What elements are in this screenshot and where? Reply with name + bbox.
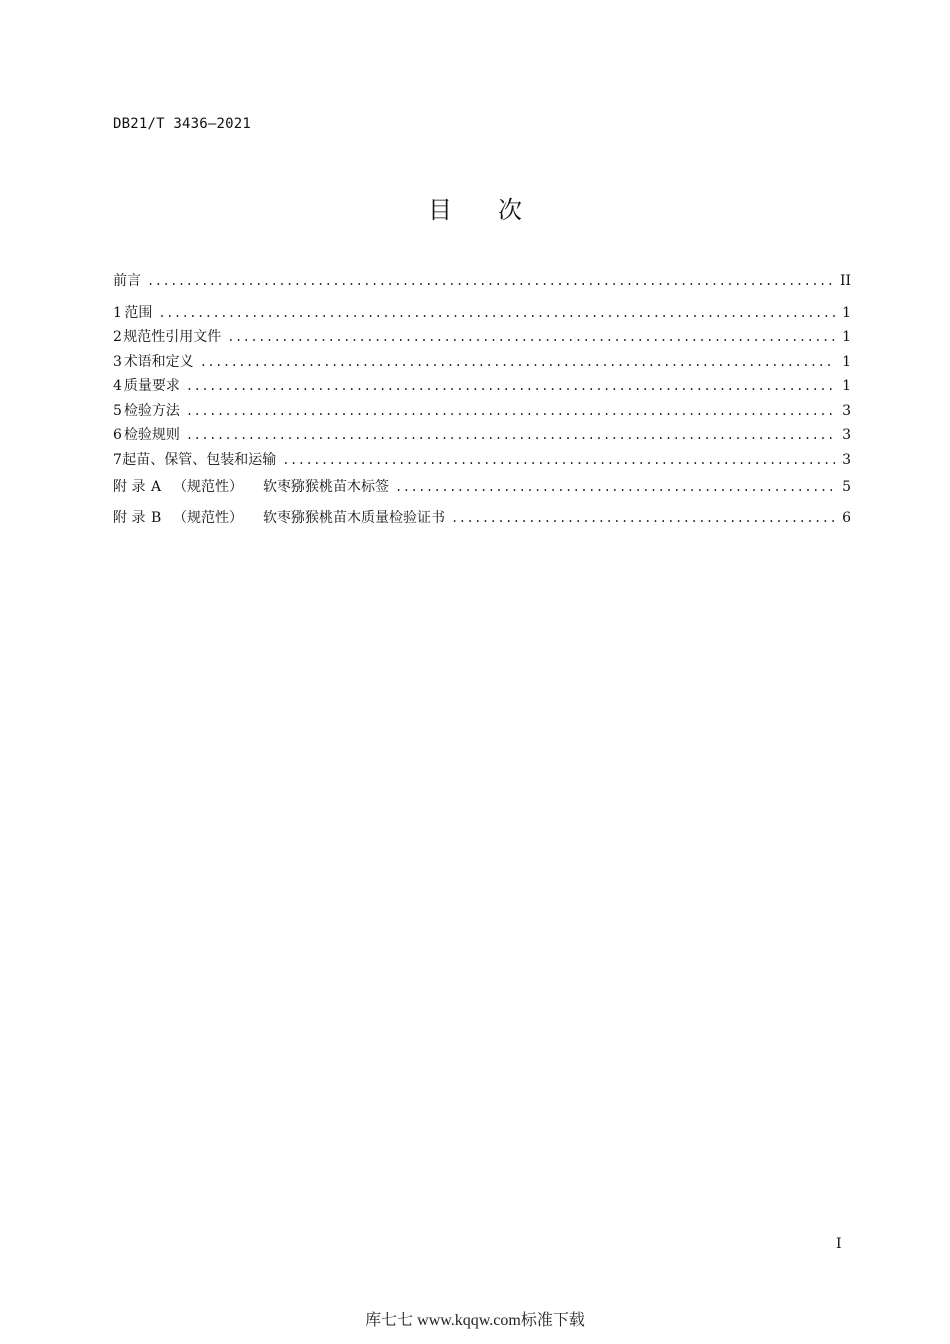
toc-entry-annex-a[interactable] (113, 472, 851, 503)
toc-leader-dots (451, 503, 835, 534)
toc-entry-page: 1 (842, 353, 851, 370)
page-title (0, 190, 950, 225)
toc-entry-label: 质量要求 (123, 378, 180, 394)
toc-entry-number: 2 (113, 329, 122, 345)
toc-entry-label: 前言 (113, 273, 141, 289)
toc-entry-page: II (839, 273, 851, 289)
toc-leader-dots (158, 301, 835, 326)
toc-entry-5[interactable] (113, 399, 851, 424)
toc-entry-3[interactable] (113, 350, 851, 375)
toc-entry-6[interactable] (113, 423, 851, 448)
toc-entry-label: 术语和定义 (123, 353, 194, 370)
toc-leader-dots (395, 472, 835, 503)
toc-leader-dots (186, 399, 835, 424)
document-code: DB21/T 3436—2021 (113, 116, 252, 132)
title-char-1: 目 (428, 196, 452, 224)
toc-entry-page: 1 (842, 378, 851, 394)
toc-entry-7[interactable] (113, 448, 851, 473)
toc-entry-page: 3 (842, 402, 851, 419)
toc-entry-annex-b[interactable] (113, 503, 851, 534)
toc-entry-1[interactable] (113, 301, 851, 326)
toc-entry-number: 5 (113, 402, 122, 419)
page-number: I (836, 1236, 842, 1252)
toc-entry-page: 3 (842, 427, 851, 443)
annex-prefix (113, 503, 261, 534)
toc-entry-page: 1 (842, 304, 851, 321)
toc-entry-4[interactable] (113, 374, 851, 399)
toc-leader-dots (282, 448, 835, 473)
toc-entry-page: 3 (842, 451, 851, 468)
annex-letter: A (151, 479, 162, 495)
annex-prefix-text: 附 录 (113, 510, 146, 526)
toc-entry-label: 范围 (124, 304, 153, 321)
toc-entry-page: 1 (842, 329, 851, 345)
toc-entry-number: 3 (113, 353, 122, 370)
toc-entry-number: 4 (113, 378, 122, 394)
toc-leader-dots (200, 350, 835, 375)
toc-entry-label: 规范性引用文件 (123, 329, 222, 345)
toc-entry-2[interactable] (113, 325, 851, 350)
toc-leader-dots (147, 269, 834, 294)
annex-kind: （规范性） (173, 479, 243, 495)
toc-entry-label: 检验规则 (123, 427, 180, 443)
toc-leader-dots (186, 374, 835, 399)
annex-kind: （规范性） (173, 510, 243, 526)
annex-letter: B (151, 510, 162, 526)
toc-entry-page: 5 (842, 479, 851, 495)
toc-entry-number: 7 (113, 451, 122, 468)
toc-leader-dots (227, 325, 835, 350)
toc-entry-number: 6 (113, 427, 122, 443)
toc-entry-foreword[interactable] (113, 269, 851, 294)
title-char-2: 次 (498, 196, 522, 224)
toc-entry-label: 检验方法 (123, 402, 180, 419)
toc-entry-label: 起苗、保管、包装和运输 (122, 451, 277, 468)
watermark-text: 库七七 www.kqqw.com标准下载 (365, 1312, 585, 1329)
annex-prefix-text: 附 录 (113, 479, 146, 495)
toc-entry-page: 6 (842, 510, 851, 526)
toc-leader-dots (186, 423, 835, 448)
table-of-contents (113, 269, 851, 534)
toc-entry-label: 软枣猕猴桃苗木质量检验证书 (263, 510, 445, 526)
toc-entry-label: 软枣猕猴桃苗木标签 (263, 479, 389, 495)
toc-entry-number: 1 (113, 304, 122, 321)
annex-prefix (113, 472, 261, 503)
